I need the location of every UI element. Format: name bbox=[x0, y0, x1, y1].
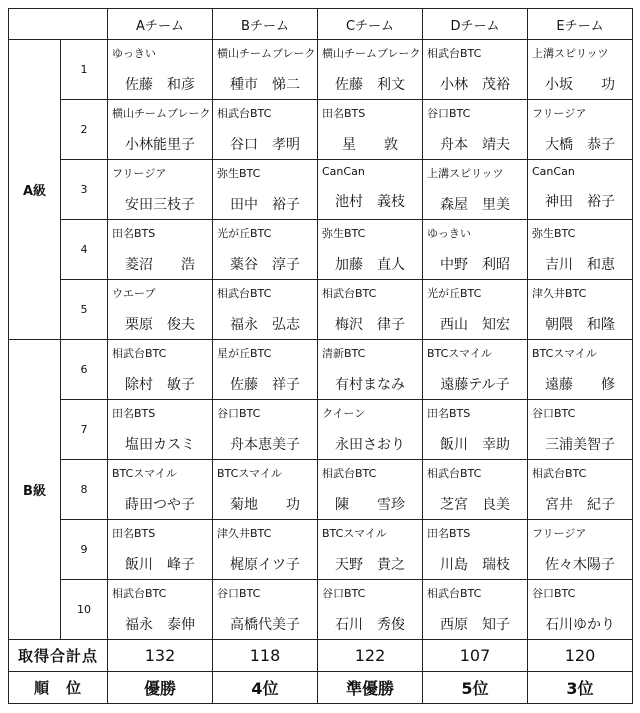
player-row bbox=[9, 280, 633, 340]
player-cell bbox=[213, 220, 318, 280]
club-name: 横山チームブレーク bbox=[112, 107, 211, 120]
player-cell bbox=[528, 160, 633, 220]
player-cell bbox=[318, 100, 423, 160]
player-name: 舟本恵美子 bbox=[230, 437, 300, 453]
player-cell bbox=[318, 580, 423, 640]
rank-value: 優勝 bbox=[108, 672, 213, 704]
club-name: BTCスマイル bbox=[427, 347, 492, 360]
club-name: クイーン bbox=[322, 407, 366, 420]
player-name: 川島 瑞枝 bbox=[440, 557, 510, 573]
club-name: 相武台BTC bbox=[427, 47, 482, 60]
total-score: 107 bbox=[423, 640, 528, 672]
club-name: 谷口BTC bbox=[532, 407, 576, 420]
row-number: 3 bbox=[61, 160, 108, 220]
total-score: 132 bbox=[108, 640, 213, 672]
player-name: 梅沢 律子 bbox=[335, 317, 405, 333]
club-name: 光が丘BTC bbox=[217, 227, 272, 240]
player-name: 加藤 直人 bbox=[335, 257, 405, 273]
player-cell bbox=[423, 220, 528, 280]
player-name: 小林 茂裕 bbox=[440, 77, 510, 93]
player-rows bbox=[9, 40, 633, 640]
player-row bbox=[9, 460, 633, 520]
rank-value: 準優勝 bbox=[318, 672, 423, 704]
player-name: 石川ゆかり bbox=[545, 617, 615, 633]
club-name: 清新BTC bbox=[322, 347, 366, 360]
player-cell bbox=[213, 400, 318, 460]
player-name: 小林能里子 bbox=[125, 137, 195, 153]
player-name: 遠藤テル子 bbox=[440, 377, 510, 393]
row-number: 9 bbox=[61, 520, 108, 580]
player-row bbox=[9, 400, 633, 460]
club-name: 相武台BTC bbox=[322, 287, 377, 300]
club-name: 田名BTS bbox=[427, 527, 471, 540]
player-name: 天野 貴之 bbox=[335, 557, 405, 573]
player-cell bbox=[213, 580, 318, 640]
player-cell bbox=[108, 580, 213, 640]
club-name: 横山チームブレーク bbox=[322, 47, 421, 60]
player-cell bbox=[318, 160, 423, 220]
player-row bbox=[9, 40, 633, 100]
player-cell bbox=[108, 160, 213, 220]
club-name: 相武台BTC bbox=[322, 467, 377, 480]
club-name: 星が丘BTC bbox=[217, 347, 272, 360]
club-name: 相武台BTC bbox=[217, 287, 272, 300]
player-name: 西山 知宏 bbox=[440, 317, 510, 333]
club-name: 津久井BTC bbox=[217, 527, 272, 540]
player-name: 朝隈 和隆 bbox=[545, 317, 615, 333]
player-cell bbox=[318, 280, 423, 340]
player-name: 芝宮 良美 bbox=[440, 497, 510, 513]
club-name: 相武台BTC bbox=[532, 467, 587, 480]
total-score: 120 bbox=[528, 640, 633, 672]
player-name: 陳 雪珍 bbox=[335, 497, 405, 513]
club-name: BTCスマイル bbox=[322, 527, 387, 540]
player-cell bbox=[423, 40, 528, 100]
player-name: 栗原 俊夫 bbox=[125, 317, 195, 333]
club-name: ゆっきい bbox=[427, 227, 471, 240]
team-header-row bbox=[9, 9, 633, 40]
rank-value: 3位 bbox=[528, 672, 633, 704]
corner-cell bbox=[9, 9, 108, 40]
ranking-row bbox=[9, 672, 633, 704]
player-name: 梶原イツ子 bbox=[230, 557, 300, 573]
player-name: 塩田カスミ bbox=[125, 437, 195, 453]
player-cell bbox=[423, 340, 528, 400]
player-name: 吉川 和恵 bbox=[545, 257, 615, 273]
club-name: BTCスマイル bbox=[532, 347, 597, 360]
club-name: 相武台BTC bbox=[427, 467, 482, 480]
team-header: Bチーム bbox=[213, 9, 318, 40]
rank-value: 5位 bbox=[423, 672, 528, 704]
club-name: 田名BTS bbox=[112, 527, 156, 540]
club-name: 谷口BTC bbox=[217, 587, 261, 600]
player-cell bbox=[318, 340, 423, 400]
player-name: 福永 弘志 bbox=[230, 317, 300, 333]
player-name: 大橋 恭子 bbox=[545, 137, 615, 153]
player-cell bbox=[528, 460, 633, 520]
player-name: 星 敦 bbox=[342, 137, 398, 153]
player-cell bbox=[213, 40, 318, 100]
player-cell bbox=[423, 460, 528, 520]
player-name: 永田さおり bbox=[335, 437, 405, 453]
player-name: 高橋代美子 bbox=[230, 617, 300, 633]
player-row bbox=[9, 220, 633, 280]
player-name: 種市 悌二 bbox=[230, 77, 300, 93]
player-cell bbox=[213, 160, 318, 220]
player-cell bbox=[528, 580, 633, 640]
player-cell bbox=[528, 400, 633, 460]
player-cell bbox=[528, 220, 633, 280]
player-cell bbox=[528, 40, 633, 100]
row-number: 7 bbox=[61, 400, 108, 460]
club-name: 上溝スピリッツ bbox=[427, 167, 504, 180]
player-cell bbox=[108, 280, 213, 340]
player-cell bbox=[423, 580, 528, 640]
player-cell bbox=[423, 100, 528, 160]
player-row bbox=[9, 580, 633, 640]
player-cell bbox=[423, 280, 528, 340]
club-name: 田名BTS bbox=[112, 407, 156, 420]
club-name: 田名BTS bbox=[112, 227, 156, 240]
player-name: 佐藤 和彦 bbox=[125, 77, 195, 93]
team-header: Aチーム bbox=[108, 9, 213, 40]
player-name: 安田三枝子 bbox=[125, 197, 195, 213]
club-name: フリージア bbox=[532, 527, 587, 540]
club-name: 谷口BTC bbox=[532, 587, 576, 600]
club-name: フリージア bbox=[532, 107, 587, 120]
player-cell bbox=[108, 460, 213, 520]
player-cell bbox=[213, 100, 318, 160]
player-name: 遠藤 修 bbox=[545, 377, 615, 393]
player-cell bbox=[528, 280, 633, 340]
player-cell bbox=[423, 400, 528, 460]
player-cell bbox=[108, 40, 213, 100]
player-name: 谷口 孝明 bbox=[230, 137, 300, 153]
club-name: 相武台BTC bbox=[112, 587, 167, 600]
team-header: Cチーム bbox=[318, 9, 423, 40]
club-name: CanCan bbox=[532, 165, 575, 178]
club-name: 光が丘BTC bbox=[427, 287, 482, 300]
player-name: 三浦美智子 bbox=[545, 437, 615, 453]
player-cell bbox=[108, 520, 213, 580]
player-cell bbox=[213, 520, 318, 580]
player-name: 石川 秀俊 bbox=[335, 617, 405, 633]
player-name: 森屋 里美 bbox=[440, 197, 510, 213]
team-header: Eチーム bbox=[528, 9, 633, 40]
club-name: 相武台BTC bbox=[217, 107, 272, 120]
club-name: フリージア bbox=[112, 167, 167, 180]
club-name: 谷口BTC bbox=[427, 107, 471, 120]
player-cell bbox=[528, 520, 633, 580]
total-score: 122 bbox=[318, 640, 423, 672]
player-cell bbox=[318, 40, 423, 100]
player-name: 蒔田つや子 bbox=[125, 497, 195, 513]
club-name: ウエーブ bbox=[112, 287, 156, 300]
class-label: A級 bbox=[9, 40, 61, 340]
results-table bbox=[8, 8, 633, 704]
player-cell bbox=[528, 340, 633, 400]
totals-label: 取得合計点 bbox=[9, 640, 108, 672]
club-name: CanCan bbox=[322, 165, 365, 178]
player-cell bbox=[108, 340, 213, 400]
player-cell bbox=[108, 220, 213, 280]
team-header: Dチーム bbox=[423, 9, 528, 40]
club-name: 横山チームブレーク bbox=[217, 47, 316, 60]
player-cell bbox=[318, 400, 423, 460]
club-name: 相武台BTC bbox=[427, 587, 482, 600]
club-name: ゆっきい bbox=[112, 47, 156, 60]
row-number: 1 bbox=[61, 40, 108, 100]
player-name: 舟本 靖夫 bbox=[440, 137, 510, 153]
row-number: 4 bbox=[61, 220, 108, 280]
player-row bbox=[9, 340, 633, 400]
player-name: 薬谷 淳子 bbox=[230, 257, 300, 273]
player-name: 佐藤 祥子 bbox=[230, 377, 300, 393]
player-cell bbox=[423, 520, 528, 580]
player-name: 宮井 紀子 bbox=[545, 497, 615, 513]
player-cell bbox=[318, 460, 423, 520]
player-name: 除村 敏子 bbox=[125, 377, 195, 393]
player-name: 有村まなみ bbox=[335, 377, 405, 393]
totals-row bbox=[9, 640, 633, 672]
player-name: 田中 裕子 bbox=[230, 197, 300, 213]
club-name: 相武台BTC bbox=[112, 347, 167, 360]
row-number: 10 bbox=[61, 580, 108, 640]
player-cell bbox=[108, 100, 213, 160]
player-name: 池村 義枝 bbox=[335, 194, 405, 210]
club-name: 弥生BTC bbox=[322, 227, 366, 240]
club-name: 弥生BTC bbox=[532, 227, 576, 240]
player-name: 小坂 功 bbox=[545, 77, 615, 93]
club-name: 田名BTS bbox=[427, 407, 471, 420]
row-number: 2 bbox=[61, 100, 108, 160]
player-cell bbox=[318, 520, 423, 580]
player-name: 飯川 峰子 bbox=[125, 557, 195, 573]
player-name: 福永 泰伸 bbox=[125, 617, 195, 633]
club-name: 上溝スピリッツ bbox=[532, 47, 609, 60]
club-name: BTCスマイル bbox=[112, 467, 177, 480]
row-number: 8 bbox=[61, 460, 108, 520]
player-name: 菱沼 浩 bbox=[125, 257, 195, 273]
player-cell bbox=[528, 100, 633, 160]
player-cell bbox=[213, 280, 318, 340]
row-number: 6 bbox=[61, 340, 108, 400]
total-score: 118 bbox=[213, 640, 318, 672]
class-label: B級 bbox=[9, 340, 61, 640]
rank-value: 4位 bbox=[213, 672, 318, 704]
ranking-label: 順 位 bbox=[9, 672, 108, 704]
club-name: 谷口BTC bbox=[217, 407, 261, 420]
player-name: 菊地 功 bbox=[230, 497, 300, 513]
player-row bbox=[9, 160, 633, 220]
player-name: 中野 利昭 bbox=[440, 257, 510, 273]
player-cell bbox=[213, 340, 318, 400]
player-name: 西原 知子 bbox=[440, 617, 510, 633]
club-name: 田名BTS bbox=[322, 107, 366, 120]
player-name: 佐々木陽子 bbox=[545, 557, 615, 573]
player-cell bbox=[423, 160, 528, 220]
club-name: BTCスマイル bbox=[217, 467, 282, 480]
player-row bbox=[9, 520, 633, 580]
player-cell bbox=[108, 400, 213, 460]
player-cell bbox=[213, 460, 318, 520]
player-name: 佐藤 利文 bbox=[335, 77, 405, 93]
player-row bbox=[9, 100, 633, 160]
club-name: 津久井BTC bbox=[532, 287, 587, 300]
row-number: 5 bbox=[61, 280, 108, 340]
player-name: 飯川 幸助 bbox=[440, 437, 510, 453]
player-cell bbox=[318, 220, 423, 280]
club-name: 弥生BTC bbox=[217, 167, 261, 180]
club-name: 谷口BTC bbox=[322, 587, 366, 600]
player-name: 神田 裕子 bbox=[545, 194, 615, 210]
